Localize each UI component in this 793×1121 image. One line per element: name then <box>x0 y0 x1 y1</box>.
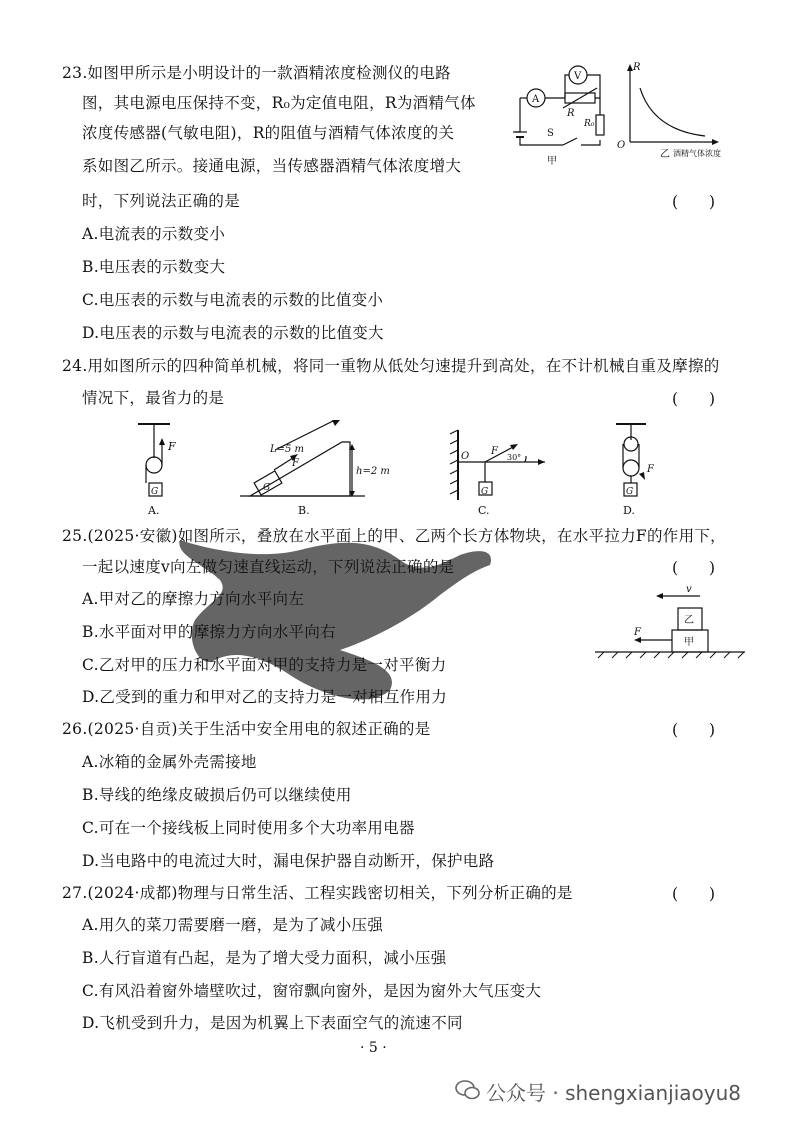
q26-option-d: D.当电路中的电流过大时，漏电保护器自动断开，保护电路 <box>82 852 495 870</box>
fig-a-label: A. <box>148 504 160 517</box>
q25-answer-blank: ( ) <box>672 559 716 577</box>
q23-answer-blank: ( ) <box>672 193 716 211</box>
q25-option-c: C.乙对甲的压力和水平面对甲的支持力是一对平衡力 <box>82 656 447 674</box>
q25-stem-line-1: 25.(2025·安徽)如图所示，叠放在水平面上的甲、乙两个长方体物块，在水平拉力F的作用下， <box>62 527 726 545</box>
graph-x-axis-label: 酒精气体浓度 <box>673 149 721 158</box>
switch-label: S <box>547 128 554 139</box>
fig-b-label: B. <box>298 504 310 517</box>
ammeter-label: A <box>532 94 540 105</box>
fig-b-length: L=5 m <box>270 444 305 455</box>
q27-option-c: C.有风沿着窗外墙壁吹过，窗帘飘向窗外，是因为窗外大气压变大 <box>82 982 542 1000</box>
q23-stem-line-2: 图，其电源电压保持不变，R₀为定值电阻，R为酒精气体 <box>82 94 476 112</box>
fig-a-force: F <box>168 440 176 453</box>
page-number: · 5 · <box>360 1040 387 1056</box>
voltmeter-label: V <box>574 71 582 82</box>
fig-c-label: C. <box>478 504 490 517</box>
fig-d-force: F <box>647 464 654 475</box>
q27-option-b: B.人行盲道有凸起，是为了增大受力面积，减小压强 <box>82 949 447 967</box>
q23-option-d: D.电压表的示数与电流表的示数的比值变大 <box>82 324 384 342</box>
fig-d-weight: G <box>626 487 634 497</box>
wall-hatch <box>450 430 458 494</box>
q25-option-d: D.乙受到的重力和甲对乙的支持力是一对相互作用力 <box>82 688 448 706</box>
q26-option-a: A.冰箱的金属外壳需接地 <box>82 753 257 771</box>
q23-stem-line-4: 系如图乙所示。接通电源，当传感器酒精气体浓度增大 <box>82 157 462 175</box>
q25-figure <box>590 582 750 662</box>
graph-y-axis-label: R <box>633 62 641 73</box>
q27-stem-line-1: 27.(2024·成都)物理与日常生活、工程实践密切相关，下列分析正确的是 <box>62 884 573 902</box>
q26-option-b: B.导线的绝缘皮破损后仍可以继续使用 <box>82 786 352 804</box>
fig-a-weight: G <box>151 487 159 497</box>
velocity-label: v <box>686 584 692 595</box>
q26-option-c: C.可在一个接线板上同时使用多个大功率用电器 <box>82 819 415 837</box>
q26-stem-line-1: 26.(2025·自贡)关于生活中安全用电的叙述正确的是 <box>62 720 431 738</box>
fig-jia-label: 甲 <box>547 156 557 167</box>
graph-origin-label: O <box>617 140 626 151</box>
fig-b-force: F <box>292 458 299 469</box>
q23-stem-line-1: 23.如图甲所示是小明设计的一款酒精浓度检测仪的电路 <box>62 64 451 82</box>
q26-answer-blank: ( ) <box>672 721 716 739</box>
q27-option-a: A.用久的菜刀需要磨一磨，是为了减小压强 <box>82 916 384 934</box>
fig-b-height: h=2 m <box>356 466 390 477</box>
fig-c-force: F <box>491 446 498 457</box>
watermark-text: 公众号 · shengxianjiaoyu8 <box>486 1081 742 1105</box>
r0-label: R₀ <box>584 119 595 129</box>
q25-option-a: A.甲对乙的摩擦力方向水平向左 <box>82 590 305 608</box>
wechat-icon <box>455 1079 481 1101</box>
q23-figure <box>505 60 745 170</box>
fig-c-pivot: O <box>461 451 470 462</box>
fig-d-label: D. <box>623 504 635 517</box>
ground-hatch <box>598 652 744 658</box>
q23-stem-line-5: 时，下列说法正确的是 <box>82 192 241 210</box>
force-label: F <box>634 627 641 638</box>
q24-stem-line-1: 24.用如图所示的四种简单机械，将同一重物从低处匀速提升到高处，在不计机械自重及摩擦的 <box>62 357 720 375</box>
fig-c-weight: G <box>481 487 489 497</box>
q25-option-b: B.水平面对甲的摩擦力方向水平向右 <box>82 623 336 641</box>
fig-b-weight: G <box>263 483 271 493</box>
block-jia-label: 甲 <box>684 637 694 648</box>
fig-yi-label: 乙 <box>660 149 670 160</box>
q25-stem-line-2: 一起以速度v向左做匀速直线运动，下列说法正确的是 <box>82 558 455 576</box>
q27-answer-blank: ( ) <box>672 885 716 903</box>
q24-stem-line-2: 情况下，最省力的是 <box>82 389 225 407</box>
sensor-r-label: R <box>567 108 575 119</box>
q24-figures <box>120 420 680 520</box>
q23-option-c: C.电压表的示数与电流表的示数的比值变小 <box>82 291 384 309</box>
q23-option-b: B.电压表的示数变大 <box>82 258 226 276</box>
block-yi-label: 乙 <box>684 615 694 626</box>
q27-option-d: D.飞机受到升力，是因为机翼上下表面空气的流速不同 <box>82 1014 463 1032</box>
q24-answer-blank: ( ) <box>672 390 716 408</box>
fig-c-angle: 30° <box>507 453 522 462</box>
q23-option-a: A.电流表的示数变小 <box>82 225 226 243</box>
q23-stem-line-3: 浓度传感器(气敏电阻)，R的阻值与酒精气体浓度的关 <box>82 124 455 142</box>
